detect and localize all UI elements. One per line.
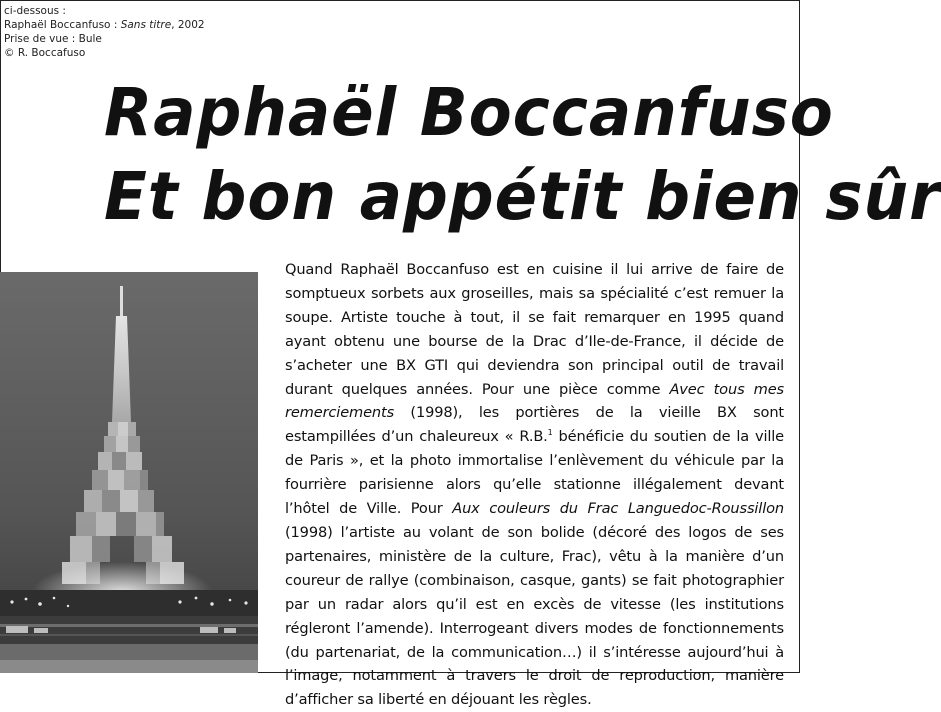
caption-work-title: Sans titre bbox=[120, 19, 172, 31]
article-text-fourriere: bénéficie du soutien de la ville de Paris », et la photo immortalise l’enlèvement du véhicule par la fourrière parisienne alors qu’elle stationne illégalement devant l’hôtel de Ville. Pour bbox=[285, 428, 784, 518]
article-body bbox=[285, 258, 784, 712]
article-title-subtitle: Et bon appétit bien sûr bbox=[104, 158, 941, 235]
article-text-rallye: (1998) l’artiste au volant de son bolide (décoré des logos de ses partenaires, ministère de la culture, Frac), vêtu à la manière d’un coureur de rallye (combinaison, casque, gants) se fait photographier par un radar alors qu’il est en excès de vitesse (les institutions régleront l’amende). Interrogeant divers modes de fonctionnements (du partenariat, de la communication…) il s’intéresse aujourd’hui à l’image, notamment à travers le droit de reproduction, manière d’afficher sa liberté en déjouant les règles. bbox=[285, 523, 784, 709]
caption-author: Raphaël Boccanfuso : bbox=[4, 19, 121, 31]
article-text-intro: Quand Raphaël Boccanfuso est en cuisine il lui arrive de faire de somptueux sorbets aux groseilles, mais sa spécialité c’est remuer la soupe. Artiste touche à tout, il se fait remarquer en 1995 quand ayant obtenu une bourse de la Drac d’Ile-de-France, il décide de s’acheter une BX GTI qui deviendra son principal outil de travail durant quelques années. Pour une pièce comme bbox=[285, 261, 784, 398]
eiffel-tower-illustration bbox=[0, 272, 258, 673]
article-text-bx: (1998), les portières de la vieille BX sont estampillées d’un chaleureux « R.B. bbox=[285, 404, 784, 446]
caption-copyright: © R. Boccafuso bbox=[4, 47, 86, 59]
article-title-artist: Raphaël Boccanfuso bbox=[104, 74, 834, 151]
work-title-frac: Aux couleurs du Frac Languedoc-Roussillon bbox=[452, 500, 784, 518]
caption-work bbox=[4, 18, 205, 32]
caption-direction: ci-dessous : bbox=[4, 5, 66, 17]
photo-caption bbox=[4, 4, 205, 60]
footnote-mark: 1 bbox=[547, 428, 553, 438]
caption-photographer: Prise de vue : Bule bbox=[4, 33, 102, 45]
caption-year: , 2002 bbox=[171, 19, 205, 31]
work-title-remerciements: Avec tous mes remerciements bbox=[285, 380, 784, 422]
eiffel-tower-photo bbox=[0, 272, 258, 673]
